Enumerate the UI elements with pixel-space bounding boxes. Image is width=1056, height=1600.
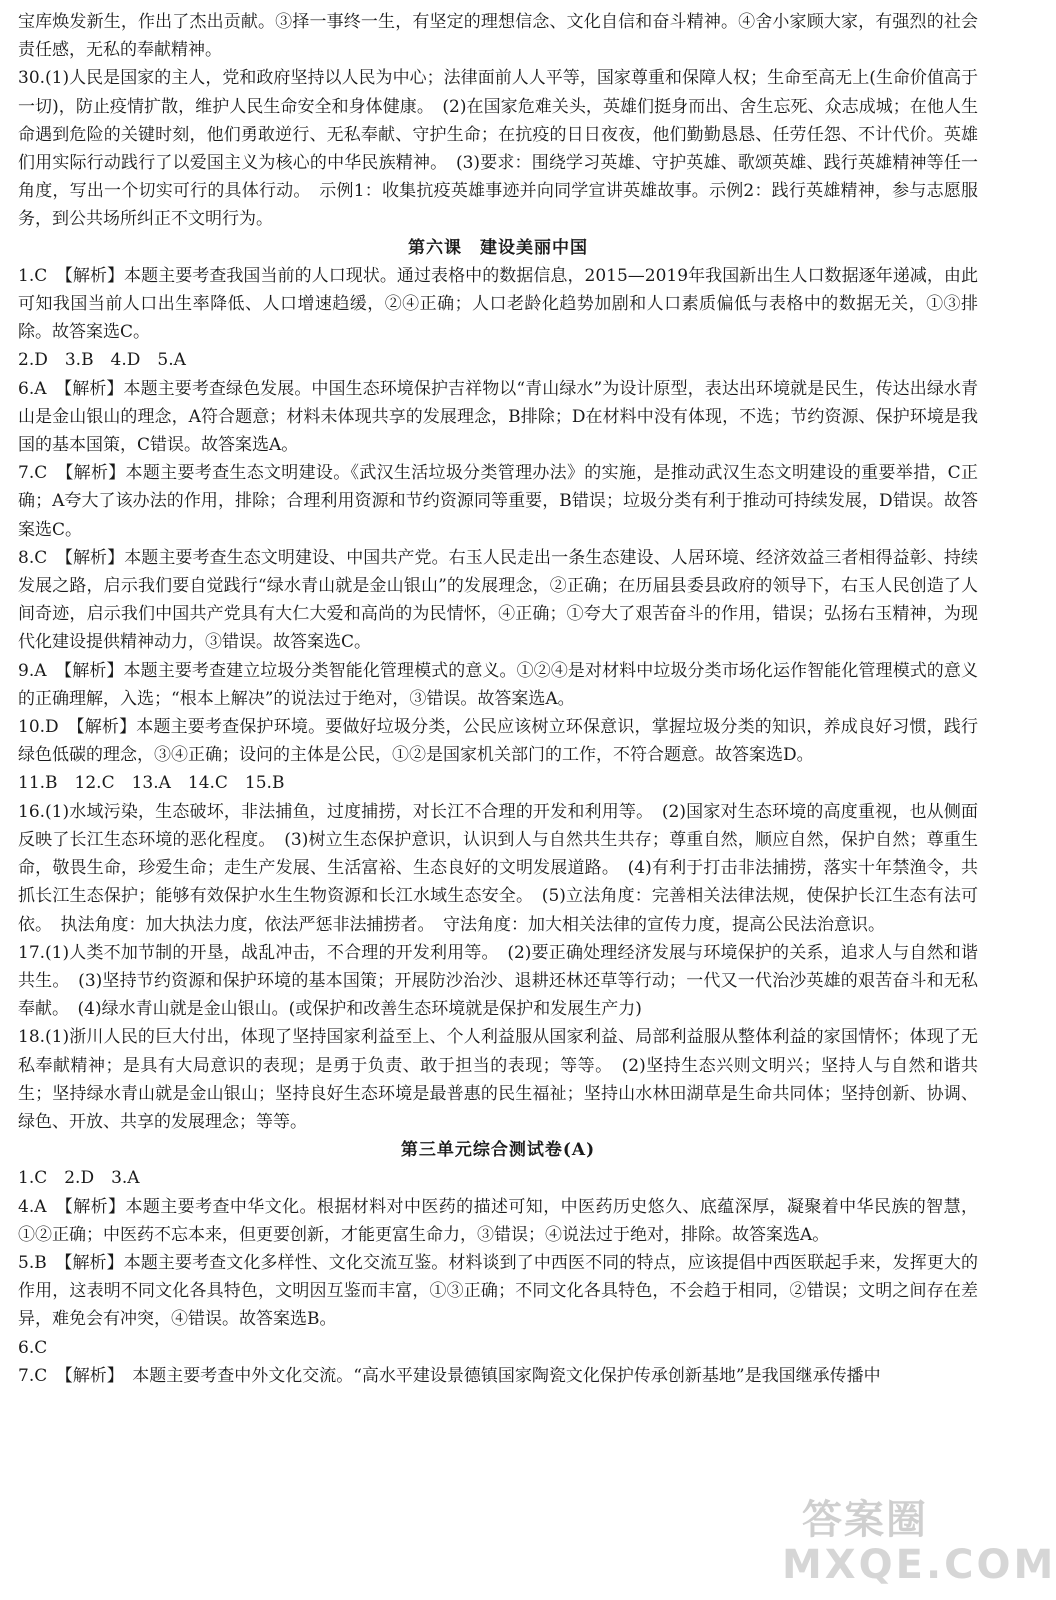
answer-10: 10.D 【解析】本题主要考查保护环境。要做好垃圾分类，公民应该树立环保意识，掌握垃圾分类的知识，养成良好习惯，践行绿色低碳的理念，③④正确；设问的主体是公民，①②是国家机关部门的工作，不符合题意。故答案选D。 — [18, 717, 978, 766]
watermark-logo — [712, 1488, 1056, 1598]
answer-30: 30.(1)人民是国家的主人，党和政府坚持以人民为中心；法律面前人人平等，国家尊重和保障人权；生命至高无上(生命价值高于一切)，防止疫情扩散，维护人民生命安全和身体健康。 (2)在国家危难关头，英雄们挺身而出、舍生忘死、众志成城；在他人生命遇到危险的关键时刻，他们勇敢逆行、无私奉献、守护生命；在抗疫的日日夜夜，他们勤勤恳恳、任劳任怨、不计代价。英雄们用实际行动践行了以爱国主义为核心的中华民族精神。 (3)要求：围绕学习英雄、守护英雄、歌颂英雄、践行英雄精神等任一角度，写出一个切实可行的具体行动。 示例1：收集抗疫英雄事迹并向同学宣讲英雄故事。示例2：践行英雄精神，参与志愿服务，到公共场所纠正不文明行为。 — [18, 68, 978, 230]
page-content — [18, 8, 978, 1390]
answer-1: 1.C 【解析】本题主要考查我国当前的人口现状。通过表格中的数据信息，2015—2019年我国新出生人口数据逐年递减，由此可知我国当前人口出生率降低、人口增速趋缓，②④正确；人口老龄化趋势加剧和人口素质偏低与表格中的数据无关，①③排除。故答案选C。 — [18, 265, 978, 343]
answer-18: 18.(1)浙川人民的巨大付出，体现了坚持国家利益至上、个人利益服从国家利益、局部利益服从整体利益的家国情怀；体现了无私奉献精神；是具有大局意识的表现；是勇于负责、敢于担当的表现；等等。 (2)坚持生态兴则文明兴；坚持人与自然和谐共生；坚持绿水青山就是金山银山；坚持良好生态环境是最普惠的民生福祉；坚持山水林田湖草是生命共同体；坚持创新、协调、绿色、开放、共享的发展理念；等等。 — [18, 1027, 978, 1132]
answer-4: 4.A 【解析】本题主要考查中华文化。根据材料对中医药的描述可知，中医药历史悠久、底蕴深厚，凝聚着中华民族的智慧，①②正确；中医药不忘本来，但更要创新，才能更富生命力，③错误；④说法过于绝对，排除。故答案选A。 — [18, 1196, 978, 1245]
answer-9: 9.A 【解析】本题主要考查建立垃圾分类智能化管理模式的意义。①②④是对材料中垃圾分类市场化运作智能化管理模式的意义的正确理解，入选；“根本上解决”的说法过于绝对，③错误。故答案选A。 — [18, 660, 978, 709]
answer-17: 17.(1)人类不加节制的开垦，战乱冲击，不合理的开发利用等。 (2)要正确处理经济发展与环境保护的关系，追求人与自然和谐共生。 (3)坚持节约资源和保护环境的基本国策；开展防沙治沙、退耕还林还草等行动；一代又一代治沙英雄的艰苦奋斗和无私奉献。 (4)绿水青山就是金山银山。(或保护和改善生态环境就是保护和发展生产力) — [18, 942, 978, 1020]
answer-8: 8.C 【解析】本题主要考查生态文明建设、中国共产党。右玉人民走出一条生态建设、人居环境、经济效益三者相得益彰、持续发展之路，启示我们要自觉践行“绿水青山就是金山银山”的发展理念，②正确；在历届县委县政府的领导下，右玉人民创造了人间奇迹，启示我们中国共产党具有大仁大爱和高尚的为民情怀，④正确；①夸大了艰苦奋斗的作用，错误；弘扬右玉精神，为现代化建设提供精神动力，③错误。故答案选C。 — [18, 547, 978, 653]
answer-16: 16.(1)水域污染，生态破坏，非法捕鱼，过度捕捞，对长江不合理的开发和利用等。 (2)国家对生态环境的高度重视，也从侧面反映了长江生态环境的恶化程度。 (3)树立生态保护意识，认识到人与自然共生共存；尊重自然，顺应自然，保护自然；尊重生命，敬畏生命，珍爱生命；走生产发展、生活富裕、生态良好的文明发展道路。 (4)有利于打击非法捕捞，落实十年禁渔令，共抓长江生态保护；能够有效保护水生生物资源和长江水域生态安全。 (5)立法角度：完善相关法律法规，使保护长江生态有法可依。 执法角度：加大执法力度，依法严惩非法捕捞者。 守法角度：加大相关法律的宣传力度，提高公民法治意识。 — [18, 801, 978, 935]
answers-2-5: 2.D 3.B 4.D 5.A — [18, 350, 186, 371]
answer-5: 5.B 【解析】本题主要考查文化多样性、文化交流互鉴。材料谈到了中西医不同的特点，应该提倡中西医联起手来，发挥更大的作用，这表明不同文化各具特色，文明因互鉴而丰富，①③正确；不同文化各具特色，不会趋于相同，②错误；文明之间存在差异，难免会有冲突，④错误。故答案选B。 — [18, 1252, 978, 1330]
section-heading-lesson-6: 第六课 建设美丽中国 — [408, 237, 588, 258]
answers-11-15: 11.B 12.C 13.A 14.C 15.B — [18, 773, 285, 794]
answer-6-unit3: 6.C — [18, 1337, 48, 1358]
answer-7-unit3: 7.C 【解析】 本题主要考查中外文化交流。“高水平建设景德镇国家陶瓷文化保护传承创新基地”是我国继承传播中 — [18, 1365, 881, 1386]
watermark-main-text: 答案圈 — [802, 1497, 928, 1543]
watermark-site-text: MXQE.COM — [782, 1542, 1056, 1588]
answer-6: 6.A 【解析】本题主要考查绿色发展。中国生态环境保护吉祥物以“青山绿水”为设计原型，表达出环境就是民生，传达出绿水青山是金山银山的理念，A符合题意；材料未体现共享的发展理念，B排除；D在材料中没有体现，不选；节约资源、保护环境是我国的基本国策，C错误。故答案选A。 — [18, 378, 978, 456]
answer-7: 7.C 【解析】本题主要考查生态文明建设。《武汉生活垃圾分类管理办法》的实施，是推动武汉生态文明建设的重要举措，C正确；A夸大了该办法的作用，排除；合理利用资源和节约资源同等重要，B错误；垃圾分类有利于推动可持续发展，D错误。故答案选C。 — [18, 463, 978, 540]
section-heading-unit-3-test: 第三单元综合测试卷(A) — [400, 1140, 596, 1161]
paragraph-continuation: 宝库焕发新生，作出了杰出贡献。③择一事终一生，有坚定的理想信念、文化自信和奋斗精神。④舍小家顾大家，有强烈的社会责任感，无私的奉献精神。 — [18, 12, 978, 61]
answers-1-3: 1.C 2.D 3.A — [18, 1168, 140, 1189]
